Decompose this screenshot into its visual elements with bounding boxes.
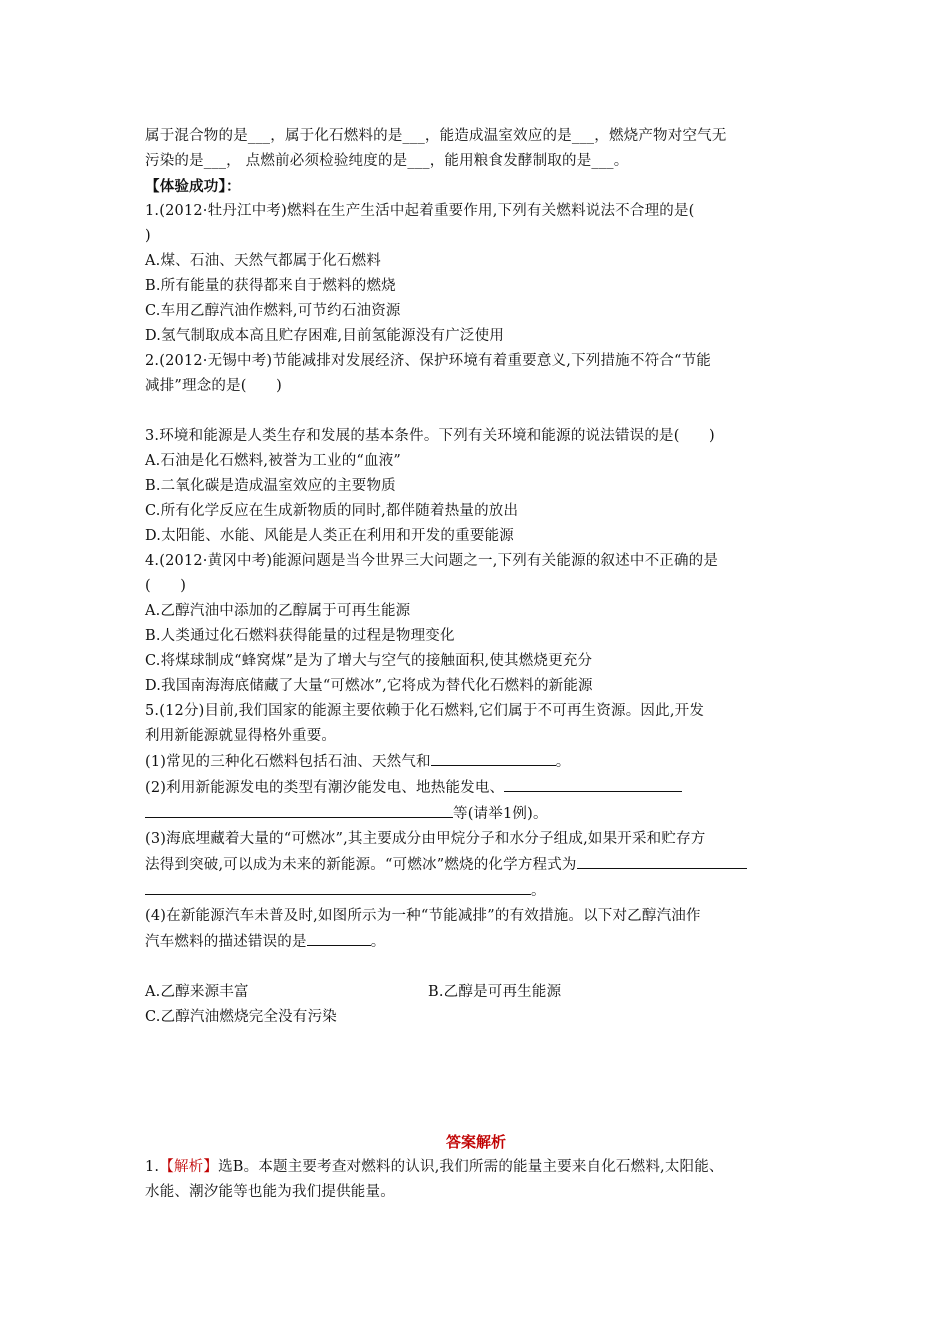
- q5-part-4-line-2: [145, 929, 807, 955]
- q5-part-4-line-1: (4)在新能源汽车未普及时,如图所示为一种“节能减排”的有效措施。以下对乙醇汽油作: [145, 908, 701, 924]
- q5-part-3-line-2: [145, 852, 807, 878]
- q3-option-c: C.所有化学反应在生成新物质的同时,都伴随着热量的放出: [145, 503, 519, 519]
- answer-1-line-1: [145, 1155, 807, 1180]
- q3-option-a: A.石油是化石燃料,被誉为工业的“血液”: [145, 453, 402, 469]
- q4-stem-2: ( ): [145, 578, 187, 594]
- q1-option-d: D.氢气制取成本高且贮存困难,目前氢能源没有广泛使用: [145, 328, 505, 344]
- section-title: 【体验成功】：: [145, 178, 241, 195]
- worksheet-page: [145, 124, 807, 1205]
- q5-part-2-text: (2)利用新能源发电的类型有潮汐能发电、地热能发电、: [145, 780, 505, 796]
- answer-1-number: 1.: [145, 1159, 160, 1175]
- answer-blank[interactable]: [145, 878, 531, 895]
- q5-option-c: C.乙醇汽油燃烧完全没有污染: [145, 1009, 337, 1025]
- q5-part-1-end: 。: [555, 754, 571, 770]
- answer-1-line-2: 水能、潮汐能等也能为我们提供能量。: [145, 1184, 395, 1200]
- answer-1-tag: 【解析】: [159, 1159, 219, 1175]
- q2-stem-2: 减排”理念的是( ): [145, 378, 282, 394]
- q5-stem-2: 利用新能源就显得格外重要。: [145, 728, 337, 744]
- q5-part-4-end: 。: [370, 934, 386, 950]
- q1-option-b: B.所有能量的获得都来自于燃料的燃烧: [145, 278, 396, 294]
- spacer: [145, 399, 807, 424]
- spacer: [145, 1030, 807, 1130]
- q1-stem-1: 1.(2012·牡丹江中考)燃料在生产生活中起着重要作用,下列有关燃料说法不合理的是(: [145, 203, 695, 219]
- q5-option-b: B.乙醇是可再生能源: [428, 984, 562, 1000]
- answer-section-title: 答案解析: [445, 1133, 506, 1151]
- intro-line-2: 污染的是___， 点燃前必须检验纯度的是___，能用粮食发酵制取的是___。: [145, 153, 629, 169]
- q5-part-3-end: 。: [531, 883, 546, 899]
- q5-part-3-cont: [145, 878, 807, 904]
- answer-blank[interactable]: [577, 852, 747, 869]
- q5-part-2: [145, 775, 807, 801]
- q5-part-3-text: 法得到突破,可以成为未来的新能源。“可燃冰”燃烧的化学方程式为: [145, 857, 577, 873]
- spacer: [145, 955, 807, 980]
- answer-blank[interactable]: [307, 929, 371, 946]
- q5-part-3-line-1: (3)海底埋藏着大量的“可燃冰”,其主要成分由甲烷分子和水分子组成,如果开采和贮存方: [145, 831, 706, 847]
- q4-option-b: B.人类通过化石燃料获得能量的过程是物理变化: [145, 628, 455, 644]
- q5-stem-1: 5.(12分)目前,我们国家的能源主要依赖于化石燃料,它们属于不可再生资源。因此,开发: [145, 703, 705, 719]
- q4-option-c: C.将煤球制成“蜂窝煤”是为了增大与空气的接触面积,使其燃烧更充分: [145, 653, 593, 669]
- q5-option-a: A.乙醇来源丰富: [145, 984, 249, 1000]
- q1-option-c: C.车用乙醇汽油作燃料,可节约石油资源: [145, 303, 401, 319]
- q5-part-2-cont: [145, 801, 807, 827]
- q5-part-2-end: 等(请举1例)。: [453, 806, 548, 822]
- q5-part-1: [145, 749, 807, 775]
- q3-option-d: D.太阳能、水能、风能是人类正在利用和开发的重要能源: [145, 528, 514, 544]
- intro-line-1: 属于混合物的是___，属于化石燃料的是___，能造成温室效应的是___，燃烧产物对空气无: [145, 128, 727, 144]
- q2-stem-1: 2.(2012·无锡中考)节能减排对发展经济、保护环境有着重要意义,下列措施不符合“节能: [145, 353, 711, 369]
- q1-option-a: A.煤、石油、天然气都属于化石燃料: [145, 253, 381, 269]
- answer-1-text: 选B。本题主要考查对燃料的认识,我们所需的能量主要来自化石燃料,太阳能、: [218, 1159, 724, 1175]
- q5-part-1-text: (1)常见的三种化石燃料包括石油、天然气和: [145, 754, 431, 770]
- q3-stem: 3.环境和能源是人类生存和发展的基本条件。下列有关环境和能源的说法错误的是( ): [145, 428, 715, 444]
- answer-blank[interactable]: [145, 801, 453, 818]
- q5-part-4-text: 汽车燃料的描述错误的是: [145, 934, 307, 950]
- q3-option-b: B.二氧化碳是造成温室效应的主要物质: [145, 478, 396, 494]
- q4-option-d: D.我国南海海底储藏了大量“可燃冰”,它将成为替代化石燃料的新能源: [145, 678, 593, 694]
- q4-stem-1: 4.(2012·黄冈中考)能源问题是当今世界三大问题之一,下列有关能源的叙述中不正确的是: [145, 553, 719, 569]
- q1-stem-2: ): [145, 228, 151, 244]
- q4-option-a: A.乙醇汽油中添加的乙醇属于可再生能源: [145, 603, 411, 619]
- q5-options-row-1: [145, 980, 807, 1005]
- answer-blank[interactable]: [431, 749, 556, 766]
- answer-blank[interactable]: [504, 775, 682, 792]
